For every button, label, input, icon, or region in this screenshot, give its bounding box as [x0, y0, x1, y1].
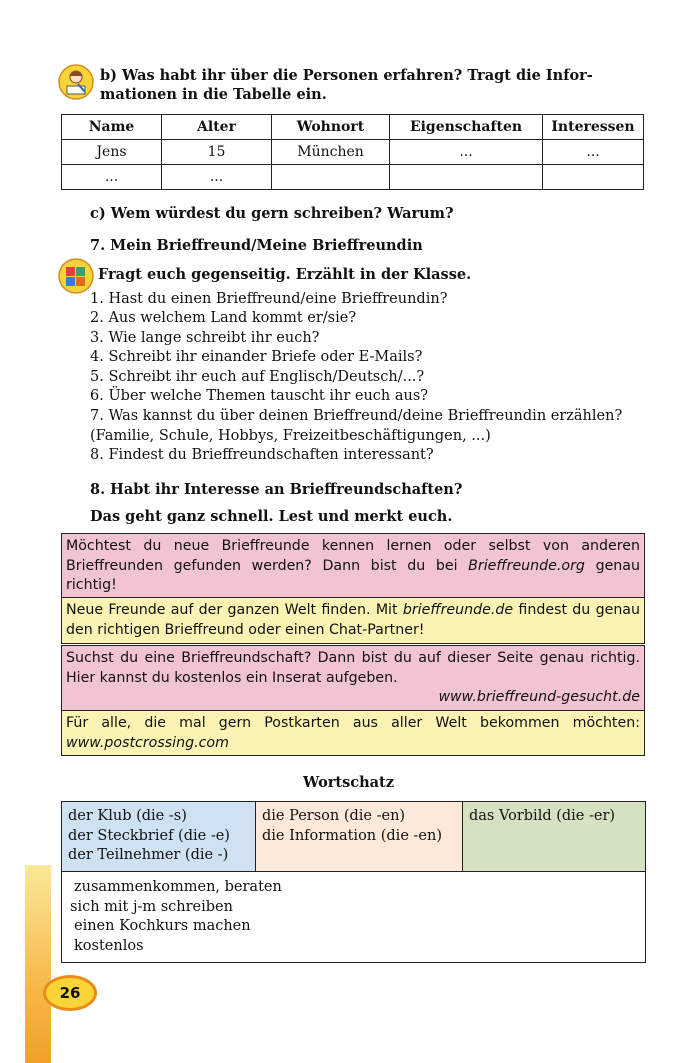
ad-site-link[interactable]: Brieffreunde.org	[468, 557, 585, 574]
section-8-title: 8. Habt ihr Interesse an Brieffreundschaften?	[90, 481, 463, 498]
wortschatz-title: Wortschatz	[303, 774, 394, 791]
ad-text-end: findest du genau den richtigen Brieffreund oder einen Chat-Partner!	[66, 602, 640, 638]
header-name: Name	[62, 115, 162, 140]
vocab-col-feminine	[256, 802, 463, 871]
cell: ...	[62, 165, 162, 190]
cell: 15	[162, 140, 272, 165]
ad-postcrossing	[61, 710, 645, 756]
ad-brieffreunde-org	[61, 533, 645, 599]
section-8-instruction: Das geht ganz schnell. Lest und merkt euch.	[90, 508, 453, 525]
vocab-word: die Person (die -en)	[262, 808, 406, 824]
vocab-verbs	[62, 871, 645, 962]
page-number: 26	[43, 975, 97, 1011]
question-2: 2. Aus welchem Land kommt er/sie?	[90, 310, 357, 326]
header-wohnort: Wohnort	[272, 115, 390, 140]
question-5: 5. Schreibt ihr euch auf Englisch/Deutsch/...?	[90, 369, 425, 385]
cell: München	[272, 140, 390, 165]
ad-text: Neue Freunde auf der ganzen Welt finden. Mit	[66, 602, 403, 618]
task-b-line2: mationen in die Tabelle ein.	[100, 86, 327, 103]
cell: ...	[543, 140, 644, 165]
ad-text: Suchst du eine Brieffreundschaft? Dann bist du auf dieser Seite genau richtig. Hier kannst du kostenlos ein Inserat aufgeben.	[66, 650, 640, 686]
vocabulary-box	[61, 801, 646, 963]
ad-text-end: genau richtig!	[66, 557, 640, 593]
ad-site-link[interactable]: www.brieffreund-gesucht.de	[438, 689, 640, 705]
header-eigenschaften: Eigenschaften	[390, 115, 543, 140]
vocab-word: die Information (die -en)	[262, 827, 442, 844]
question-7: 7. Was kannst du über deinen Brieffreund/deine Brieffreundin erzählen?	[90, 408, 623, 424]
vocab-col-neuter	[463, 802, 645, 871]
question-3: 3. Wie lange schreibt ihr euch?	[90, 330, 320, 346]
ad-text: Für alle, die mal gern Postkarten aus aller Welt bekommen möchten:	[66, 715, 640, 731]
task-b-line1: b) Was habt ihr über die Personen erfahren? Tragt die Infor-	[100, 67, 593, 84]
table-row	[62, 165, 644, 190]
cell	[543, 165, 644, 190]
section-7-instruction: Fragt euch gegenseitig. Erzählt in der Klasse.	[98, 266, 472, 283]
vocab-word: der Klub (die -s)	[68, 808, 187, 824]
ad-brieffreund-gesucht	[61, 645, 645, 711]
header-alter: Alter	[162, 115, 272, 140]
vocab-phrase: einen Kochkurs machen	[74, 918, 251, 934]
vocab-phrase: sich mit j-m schreiben	[70, 898, 233, 915]
puzzle-icon	[58, 258, 94, 294]
question-4: 4. Schreibt ihr einander Briefe oder E-Mails?	[90, 349, 423, 365]
cell: ...	[390, 140, 543, 165]
ad-site-link[interactable]: brieffreunde.de	[402, 602, 514, 618]
header-interessen: Interessen	[543, 115, 644, 140]
section-7-title: 7. Mein Brieffreund/Meine Brieffreundin	[90, 237, 423, 254]
cell: Jens	[62, 140, 162, 165]
table-header-row	[62, 115, 644, 140]
table-row	[62, 140, 644, 165]
vocab-word: das Vorbild (die -er)	[469, 808, 616, 824]
vocab-col-masculine	[62, 802, 256, 871]
cell: ...	[162, 165, 272, 190]
question-8: 8. Findest du Brieffreundschaften interessant?	[90, 447, 434, 463]
info-table	[61, 114, 644, 190]
question-7-detail: (Familie, Schule, Hobbys, Freizeitbeschäftigungen, ...)	[90, 428, 491, 444]
ad-brieffreunde-de	[61, 597, 645, 644]
cell	[390, 165, 543, 190]
cell	[272, 165, 390, 190]
vocab-word: der Teilnehmer (die -)	[68, 847, 229, 863]
vocab-word: der Steckbrief (die -e)	[68, 827, 230, 844]
ad-site-link[interactable]: www.postcrossing.com	[66, 734, 229, 751]
task-c: c) Wem würdest du gern schreiben? Warum?	[90, 205, 454, 222]
vocab-phrase: kostenlos	[74, 937, 144, 954]
question-1: 1. Hast du einen Brieffreund/eine Brieffreundin?	[90, 291, 448, 307]
vocab-phrase: zusammenkommen, beraten	[74, 879, 282, 895]
question-6: 6. Über welche Themen tauscht ihr euch aus?	[90, 388, 429, 404]
ad-text: Möchtest du neue Brieffreunde kennen lernen oder selbst von anderen Brieffreunden gefunden werden? Dann bist du bei	[66, 538, 640, 574]
page-margin-bar	[25, 865, 51, 1063]
writing-girl-icon	[58, 64, 94, 100]
